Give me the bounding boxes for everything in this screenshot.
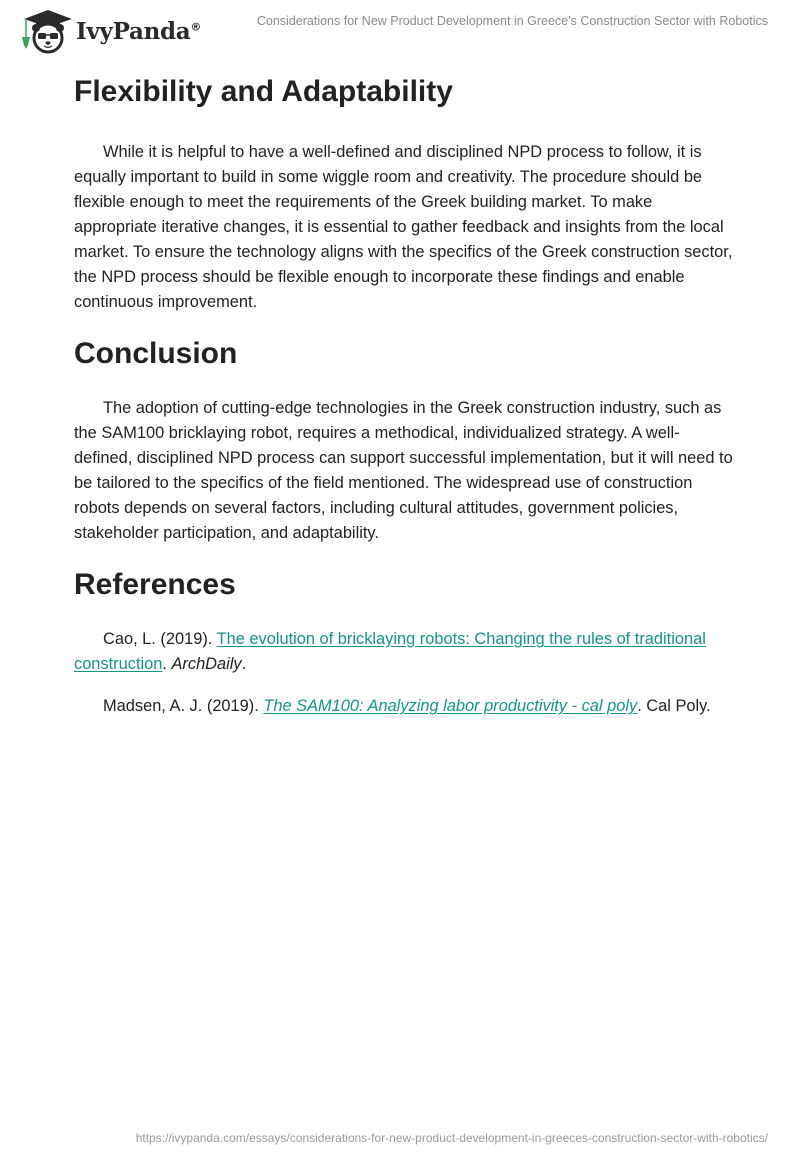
reference-link-madsen[interactable]: The SAM100: Analyzing labor productivity - cal poly bbox=[263, 697, 638, 715]
reference-author: Cao, L. (2019). bbox=[103, 630, 217, 648]
document-title: Considerations for New Product Development in Greece’s Construction Sector with Robotics bbox=[256, 14, 768, 28]
paragraph-flexibility: While it is helpful to have a well-defined and disciplined NPD process to follow, it is equally important to build in some wiggle room and creativity. The procedure should be flexible enough to meet the requirements of the Greek building market. To make appropriate iterative changes, it is essential to gather feedback and insights from the local market. To ensure the technology aligns with the specifics of the Greek construction sector, the NPD process should be flexible enough to incorporate these findings and enable continuous improvement. bbox=[74, 143, 733, 311]
heading-flexibility: Flexibility and Adaptability bbox=[74, 75, 453, 108]
reference-item-cao bbox=[74, 627, 734, 677]
footer-url: https://ivypanda.com/essays/considerations-for-new-product-development-in-greeces-construction-sector-with-robotics/ bbox=[135, 1131, 768, 1145]
reference-suffix: . bbox=[241, 655, 247, 673]
logo-text: IvyPanda® bbox=[76, 17, 202, 45]
ivypanda-logo[interactable] bbox=[18, 7, 201, 55]
reference-suffix: . Cal Poly. bbox=[637, 697, 711, 715]
reference-item-madsen bbox=[74, 694, 734, 719]
page-header bbox=[0, 0, 800, 60]
essay-content bbox=[74, 70, 734, 719]
reference-author: Madsen, A. J. (2019). bbox=[103, 697, 264, 715]
paragraph-conclusion: The adoption of cutting-edge technologies in the Greek construction industry, such as the SAM100 bricklaying robot, requires a methodical, individualized strategy. A well-defined, disciplined NPD process can support successful implementation, but it will need to be tailored to the specifics of the field mentioned. The widespread use of construction robots depends on several factors, including cultural attitudes, government policies, stakeholder participation, and adaptability. bbox=[74, 399, 733, 542]
reference-source: ArchDaily bbox=[171, 655, 242, 673]
reference-separator: . bbox=[162, 655, 172, 673]
reference-link-cao[interactable]: The evolution of bricklaying robots: Changing the rules of traditional construction bbox=[74, 630, 706, 673]
panda-graduate-icon bbox=[18, 7, 74, 55]
heading-references: References bbox=[74, 568, 236, 601]
heading-conclusion: Conclusion bbox=[74, 337, 238, 370]
